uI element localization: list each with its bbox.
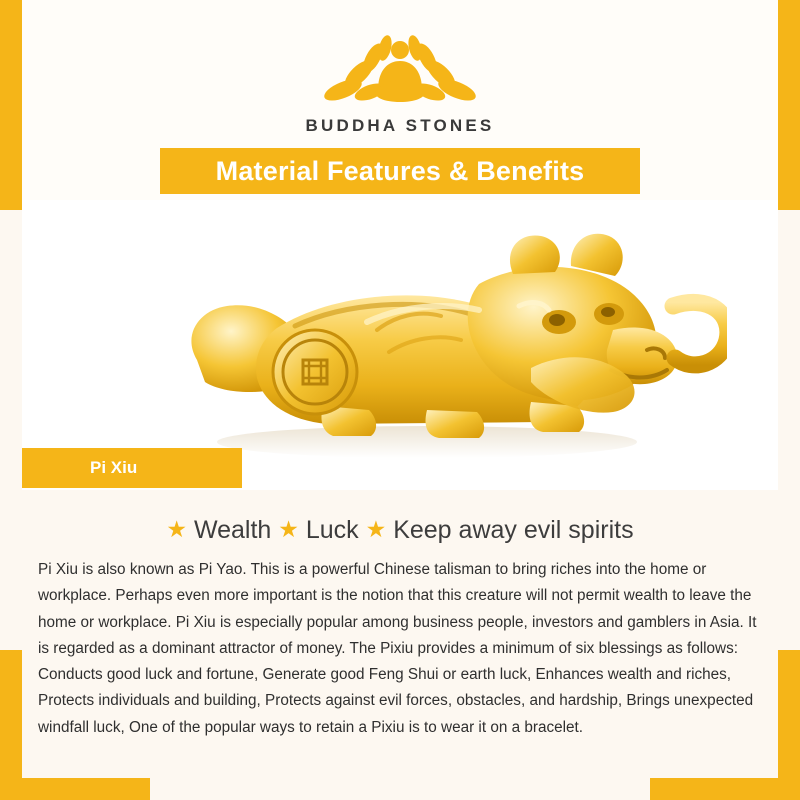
- star-icon: ★: [365, 516, 387, 542]
- star-icon: ★: [166, 516, 188, 542]
- product-image-area: [22, 200, 778, 490]
- corner-decoration-bottom-left-bar: [0, 778, 150, 800]
- lotus-meditation-icon: [315, 18, 485, 114]
- benefits-headline: [30, 516, 770, 545]
- benefit-item-luck: Luck: [305, 516, 359, 544]
- corner-decoration-bottom-right: [778, 650, 800, 800]
- product-image: [22, 200, 778, 490]
- corner-decoration-bottom-right-bar: [650, 778, 800, 800]
- product-caption: [22, 448, 242, 488]
- corner-decoration-top-left: [0, 0, 22, 210]
- brand-name: BUDDHA STONES: [305, 116, 495, 135]
- page-title: Material Features & Benefits: [215, 155, 585, 186]
- golden-pixiu-pendant-illustration: [127, 210, 727, 480]
- benefit-item-wealth: Wealth: [193, 516, 272, 544]
- section-title-banner: [160, 148, 640, 194]
- benefit-item-evil-spirits: Keep away evil spirits: [393, 516, 634, 544]
- corner-decoration-bottom-left: [0, 650, 22, 800]
- product-caption-label: Pi Xiu: [90, 458, 138, 477]
- star-icon: ★: [278, 516, 299, 542]
- description-paragraph: Pi Xiu is also known as Pi Yao. This is a powerful Chinese talisman to bring riches into the home or workplace. Perhaps even more important is the notion that this creature will not permit wealth to leave the home or workplace. Pi Xiu is especially popular among business people, investors and gamblers in Asia. It is regarded as a dominant attractor of money. The Pixiu provides a minimum of six blessings as follows: Conducts good luck and fortune, Generate good Feng Shui or earth luck, Enhances wealth and riches, Protects individuals and building, Protects against evil forces, obstacles, and hardship, Brings unexpected windfall luck, One of the popular ways to retain a Pixiu is to wear it on a bracelet.: [38, 561, 757, 736]
- description-block: [22, 500, 778, 778]
- corner-decoration-top-right: [778, 0, 800, 210]
